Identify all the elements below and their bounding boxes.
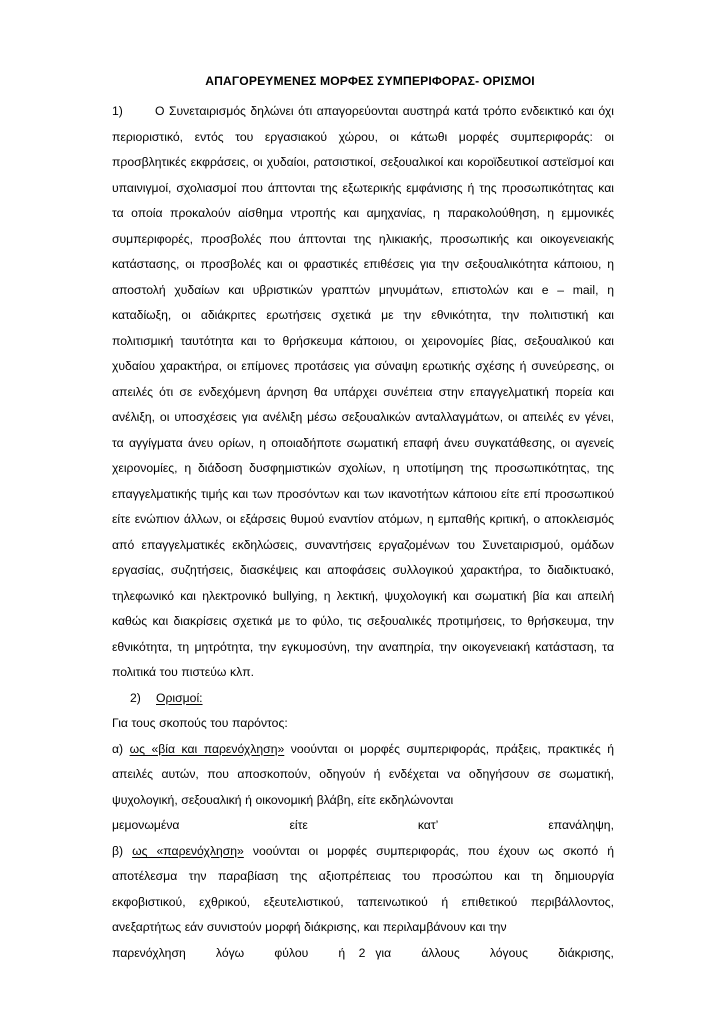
definition-a-word: μεμονωμένα <box>112 818 180 833</box>
definition-b-word: για <box>375 945 392 960</box>
definitions-heading: Ορισμοί: <box>156 690 203 705</box>
definition-b-word: διάκρισης, <box>558 945 614 960</box>
definition-a-last-line <box>112 813 614 839</box>
definition-a-term: ως «βία και παρενόχληση» <box>129 741 285 756</box>
definition-a-word: κατ’ <box>417 818 439 833</box>
definition-a-text: νοούνται οι μορφές συμπεριφοράς, πράξεις, πρακτικές ή απειλές αυτών, που αποσκοπούν, οδηγούν ή ενδέχεται να οδηγήσουν σε σωματική, ψυχολογική, σεξουαλική ή οικονομική βλάβη, είτε εκδηλώνονται <box>112 741 614 807</box>
definition-b-word: λόγω <box>215 945 245 960</box>
definition-b-word: παρενόχληση <box>112 945 186 960</box>
definition-b-word: ή <box>338 945 346 960</box>
paragraph-item-2-heading <box>112 686 614 712</box>
paragraph-item-1-text: Ο Συνεταιρισμός δηλώνει ότι απαγορεύονται αυστηρά κατά τρόπο ενδεικτικό και όχι περιοριστικό, εντός του εργασιακού χώρου, οι κάτωθι μορφές συμπεριφοράς: οι προσβλητικές εκφράσεις, οι χυδαίοι, ρατσιστικοί, σεξουαλικοί και κοροϊδευτικοί αστεϊσμοί και υπαινιγμοί, σχολιασμοί που άπτονται της εξωτερικής εμφάνισης ή της προσωπικότητας και τα οποία προκαλούν αίσθημα ντροπής και αμηχανίας, η παρακολούθηση, η εμμονικές συμπεριφορές, προσβολές που άπτονται της ηλικιακής, προσωπικής και οικογενειακής κατάστασης, οι προσβολές και οι φραστικές επιθέσεις για την σεξουαλικότητα κάποιου, η αποστολή χυδαίων και υβριστικών γραπτών μηνυμάτων, επιστολών και e – mail, η καταδίωξη, οι αδιάκριτες ερωτήσεις σχετικά με την εθνικότητα, την πολιτιστική και πολιτισμική ταυτότητα και το θρήσκευμα κάποιου, οι χειρονομίες βίας, σεξουαλικού και χυδαίου χαρακτήρα, οι επίμονες προτάσεις για σύναψη ερωτικής σχέσης ή συνεύρεσης, οι απειλές ότι σε ενδεχόμενη άρνηση θα υπάρχει συνέπεια στην επαγγελματική πορεία και ανέλιξη, οι υποσχέσεις για ανέλιξη μέσω σεξουαλικών ανταλλαγμάτων, οι απειλές εν γένει, τα αγγίγματα άνευ ορίων, η οποιαδήποτε σωματική επαφή άνευ συγκατάθεσης, οι αγενείς χειρονομίες, η διάδοση δυσφημιστικών σχολίων, η υποτίμηση της προσωπικότητας, της επαγγελματικής τιμής και των προσόντων και των ικανοτήτων κάποιου είτε επί προσωπικού είτε ενώπιον άλλων, οι εξάρσεις θυμού εναντίον ατόμων, η εμπαθής κριτική, ο αποκλεισμός από επαγγελματικές εκδηλώσεις, συναντήσεις εργαζομένων του Συνεταιρισμού, ομάδων εργασίας, συζητήσεις, διασκέψεις και αποφάσεις συλλογικού χαρακτήρα, το διαδικτυακό, τηλεφωνικό και ηλεκτρονικό bullying, η λεκτική, ψυχολογική και σωματική βία και απειλή καθώς και διακρίσεις σχετικά με το φύλο, τις σεξουαλικές προτιμήσεις, το θρήσκευμα, την εθνικότητα, τη μητρότητα, την εγκυμοσύνη, την αναπηρία, την οικογενειακή κατάσταση, τα πολιτικά του πιστεύω κλπ. <box>112 104 614 680</box>
definition-b-word: άλλους <box>421 945 460 960</box>
definition-b-prefix: β) <box>112 843 133 858</box>
definition-b-word: φύλου <box>274 945 309 960</box>
definition-b-text: νοούνται οι μορφές συμπεριφοράς, που έχουν ως σκοπό ή αποτέλεσμα την παραβίαση της αξιοπρέπειας του προσώπου και τη δημιουργία εκφοβιστικού, εχθρικού, εξευτελιστικού, ταπεινωτικού ή επιθετικού περιβάλλοντος, ανεξαρτήτως εάν συνιστούν μορφή διάκρισης, και περιλαμβάνουν και την <box>112 843 615 935</box>
page-number: 2 <box>358 946 366 960</box>
definitions-intro-text: Για τους σκοπούς του παρόντος: <box>112 716 288 731</box>
definition-a <box>112 737 614 814</box>
definition-b <box>112 839 614 941</box>
page-content <box>112 72 614 966</box>
definition-a-word: επανάληψη, <box>548 818 614 833</box>
definition-b-term: ως «παρενόχληση» <box>132 843 244 858</box>
paragraph-item-1 <box>112 99 614 686</box>
definition-a-word: είτε <box>289 818 308 833</box>
definition-a-prefix: α) <box>112 741 130 756</box>
definition-b-word: λόγους <box>489 945 528 960</box>
page-title: ΑΠΑΓΟΡΕΥΜΕΝΕΣ ΜΟΡΦΕΣ ΣΥΜΠΕΡΙΦΟΡΑΣ- ΟΡΙΣΜΟΙ <box>205 74 535 88</box>
definitions-intro <box>112 711 614 737</box>
list-marker-1: 1) <box>112 104 123 119</box>
list-marker-2: 2) <box>130 690 141 705</box>
